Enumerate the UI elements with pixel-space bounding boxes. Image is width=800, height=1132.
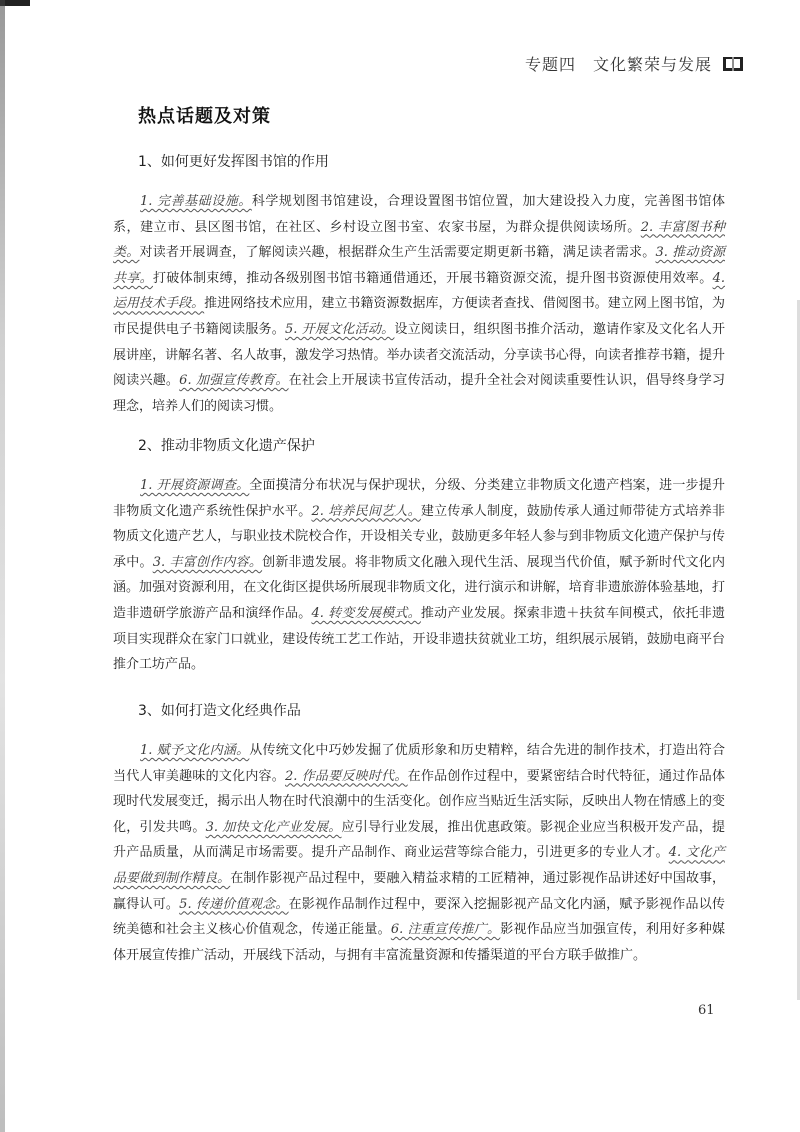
point-label: 6. 加强宣传教育。 xyxy=(179,373,289,389)
point-text: 推进网络技术应用，建立书籍资源数据库，方便读者查找、借阅图书。建立网上图书馆，为市民提供电子书籍阅读服务。 xyxy=(113,296,725,337)
point-label: 5. 开展文化活动。 xyxy=(285,321,395,337)
point-text: 影视作品应当加强宣传，利用好多种媒体开展宣传推广活动，开展线下活动，与拥有丰富流量资源和传播渠道的平台方联手做推广。 xyxy=(113,922,725,963)
point-text: 在社会上开展读书宣传活动，提升全社会对阅读重要性认识，倡导终身学习理念，培养人们的阅读习惯。 xyxy=(113,373,725,414)
point-text: 在作品创作过程中，要紧密结合时代特征，通过作品体现时代发展变迁，揭示出人物在时代浪潮中的生活变化。创作应当贴近生活实际，反映出人物在情感上的变化，引发共鸣。 xyxy=(113,768,725,835)
scan-shadow-left xyxy=(0,0,5,1132)
point-text: 推动产业发展。探索非遗＋扶贫车间模式，依托非遗项目实现群众在家门口就业，建设传统工艺工作站，开设非遗扶贫就业工坊，组织展示展销，鼓励电商平台推介工坊产品。 xyxy=(113,605,725,673)
section-classic-works xyxy=(113,700,725,968)
point-label: 1. 开展资源调查。 xyxy=(140,478,250,493)
section-body xyxy=(113,473,725,678)
point-text: 从传统文化中巧妙发掘了优质形象和历史精粹，结合先进的制作技术，打造出符合当代人审美趣味的文化内容。 xyxy=(113,743,725,784)
section-body xyxy=(113,738,725,968)
point-label: 2. 作品要反映时代。 xyxy=(285,768,408,784)
point-text: 创新非遗发展。将非物质文化融入现代生活、展现当代价值，赋予新时代文化内涵。加强对资源利用，在文化街区提供场所展现非物质文化，进行演示和讲解，培育非遗旅游体验基地，打造非遗研学旅游产品和演绎作品。 xyxy=(113,554,725,621)
section-heading: 2、推动非物质文化遗产保护 xyxy=(138,438,315,454)
section-heading: 1、如何更好发挥图书馆的作用 xyxy=(138,154,329,170)
point-label: 5. 传递价值观念。 xyxy=(179,896,289,912)
point-text: 建立传承人制度，鼓励传承人通过师带徒方式培养非物质文化遗产艺人，与职业技术院校合作，开设相关专业，鼓励更多年轻人参与到非物质文化遗产保护与传承中。 xyxy=(113,503,725,570)
point-text: 全面摸清分布状况与保护现状，分级、分类建立非物质文化遗产档案，进一步提升非物质文化遗产系统性保护水平。 xyxy=(113,478,725,519)
point-label: 3. 丰富创作内容。 xyxy=(152,554,263,570)
point-label: 1. 完善基础设施。 xyxy=(140,194,252,209)
point-text: 在制作影视产品过程中，要融入精益求精的工匠精神，通过影视作品讲述好中国故事，赢得认可。 xyxy=(113,870,725,912)
page-number: 61 xyxy=(698,1003,715,1018)
chapter-title: 专题四 文化繁荣与发展 xyxy=(524,55,712,74)
book-icon xyxy=(722,55,744,73)
point-text: 设立阅读日，组织图书推介活动，邀请作家及文化名人开展讲座，讲解名著、名人故事，激发学习热情。举办读者交流活动，分享读书心得，向读者推荐书籍，提升阅读兴趣。 xyxy=(113,321,725,389)
point-text: 对读者开展调查，了解阅读兴趣，根据群众生产生活需要定期更新书籍，满足读者需求。 xyxy=(139,245,656,261)
section-body xyxy=(113,189,725,419)
point-label: 4. 运用技术手段。 xyxy=(113,270,725,312)
section-intangible-heritage xyxy=(113,435,725,678)
point-label: 4. 文化产品要做到制作精良。 xyxy=(113,845,725,886)
point-label: 1. 赋予文化内涵。 xyxy=(140,743,250,758)
point-label: 4. 转变发展模式。 xyxy=(311,605,421,621)
point-label: 2. 培养民间艺人。 xyxy=(311,503,421,519)
point-label: 2. 丰富图书种类。 xyxy=(113,219,725,261)
point-label: 3. 推动资源共享。 xyxy=(113,245,725,286)
running-header xyxy=(525,52,744,75)
point-text: 打破体制束缚，推动各级别图书馆书籍通借通还，开展书籍资源交流，提升图书资源使用效率。 xyxy=(152,270,713,286)
point-label: 3. 加快文化产业发展。 xyxy=(205,819,342,835)
point-label: 6. 注重宣传推广。 xyxy=(390,922,501,938)
section-library xyxy=(113,151,725,419)
point-text: 应引导行业发展，推出优惠政策。影视企业应当积极开发产品，提升产品质量，从而满足市场需要。提升产品制作、商业运营等综合能力，引进更多的专业人才。 xyxy=(113,819,725,861)
point-text: 在影视作品制作过程中，要深入挖掘影视产品文化内涵，赋予影视作品以传统美德和社会主义核心价值观念，传递正能量。 xyxy=(113,896,725,938)
page-title: 热点话题及对策 xyxy=(138,106,271,127)
section-heading: 3、如何打造文化经典作品 xyxy=(138,703,301,719)
point-text: 科学规划图书馆建设，合理设置图书馆位置，加大建设投入力度，完善图书馆体系，建立市、县区图书馆，在社区、乡村设立图书室、农家书屋，为群众提供阅读场所。 xyxy=(113,194,725,235)
